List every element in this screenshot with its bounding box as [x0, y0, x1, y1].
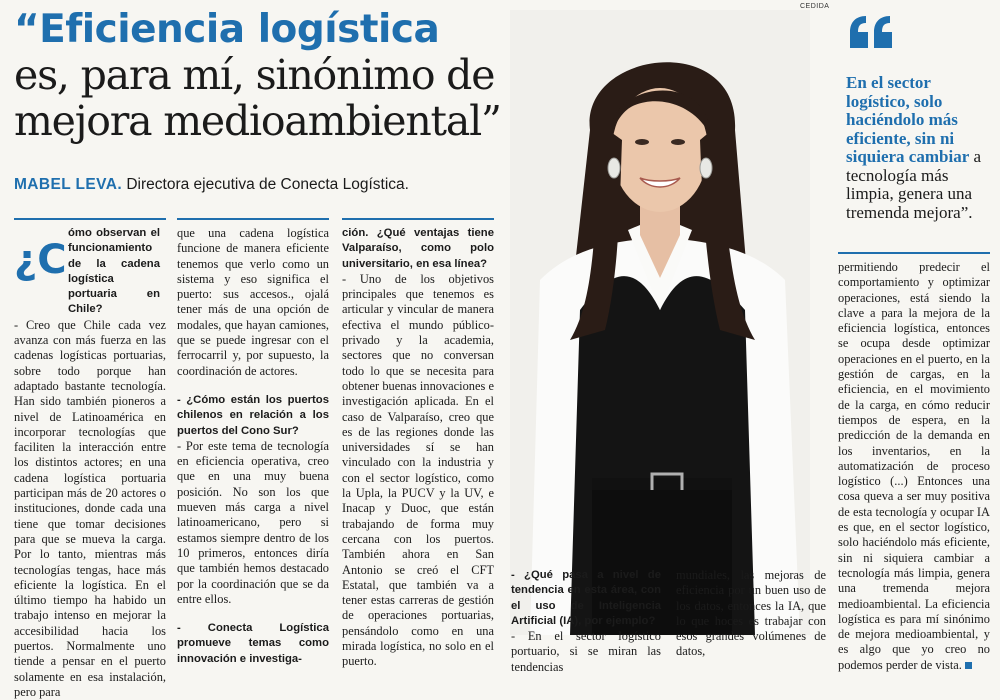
pull-quote-regular: a tecnología más limpia, genera una tremenda mejora”. — [846, 147, 982, 222]
headline-line-2: es, para mí, sinónimo de — [14, 51, 495, 99]
photo-credit: CEDIDA — [800, 3, 830, 10]
answer-4-end: permitiendo predecir el comportamiento y optimizar operaciones, está siendo la clave a para la mejora de la eficiencia logística, entonces se ocupa desde optimizar operaciones en el puerto, en la gestión de cargas, en la eficiencia, en el movimiento de la carga, en cómo reducir tiempos de espera, en la predicción de la demanda en los inventarios, en la automatización de proceso logístico (...) Entonces una cosa queva a ser muy positiva de esta tecnología y ocupar IA es que, en el sector logístico, solo haciéndolo más eficiente, sin ni siquiera cambiar a tecnología más limpia, genera una tremenda mejora medioambiental. La eficiencia logística es para mí sinónimo de mejora medioambiental, y es algo que yo creo no podemos perder de vista. — [838, 260, 990, 672]
answer-3: - Uno de los objetivos principales que tenemos es articular y vincular de manera efectiva el mundo público-privado y la academia, sectores que no conversan todo lo que se necesita para obtener buenas innovaciones e investigación aplicada. En el caso de Valparaíso, creo que es de las regiones donde las universidades sí se han vinculado con la industria y con el sector logístico, como la Upla, la PUCV y la UV, e Inacap y Duoc, que están trabajando de forma muy cercana con los puertos. También ahora en San Antonio se creó el CFT Estatal, que también va a tener estas carreras de gestión de operaciones portuarias, pensándolo como en una mirada logística, no solo en el puerto. — [342, 271, 494, 669]
answer-1-cont: que una cadena logística funcione de manera eficiente tenemos que verlo como un sistema y eso significa el puerto: sus accesos., ojalá tener más de una opción de modales, que hayan camiones, que se puede ingresar con el ferrocarril y, por supuesto, la coordinación de actores. — [177, 226, 329, 378]
quote-mark-icon — [848, 14, 896, 54]
answer-4-cont: mundiales, las mejoras de eficiencia por un buen uso de los datos, entonces la IA, que lo que hoces es trabajar con esos grandes volúmenes de datos, — [676, 568, 826, 659]
column-4 — [511, 568, 661, 674]
pull-quote-bold: En el sector logístico, solo haciéndolo más eficiente, sin ni siquiera cambiar — [846, 73, 970, 166]
portrait-illustration — [510, 10, 810, 635]
byline-name: MABEL LEVA. — [14, 176, 123, 193]
question-4: - ¿Qué pasa a nivel de tendencia en esta área, con el uso de Inteligencia Artificial (IA), por ejemplo? — [511, 569, 661, 627]
column-rule — [14, 218, 166, 220]
column-6 — [838, 260, 990, 672]
column-rule — [177, 218, 329, 220]
portrait-photo — [510, 10, 810, 635]
column-rule — [342, 218, 494, 220]
byline-role: Directora ejecutiva de Conecta Logística. — [126, 176, 409, 193]
column-rule — [838, 252, 990, 254]
question-1: ómo observan el funcionamiento de la cadena logística portuaria en Chile? — [68, 227, 160, 316]
end-mark-icon — [965, 662, 972, 669]
question-3: - Conecta Logística promueve temas como innovación e investiga- — [177, 622, 329, 665]
headline-line-3: mejora medioambiental” — [14, 97, 501, 145]
headline — [14, 8, 534, 144]
question-2: - ¿Cómo están los puertos chilenos en relación a los puertos del Cono Sur? — [177, 393, 329, 437]
pull-quote — [846, 74, 996, 222]
question-3-cont: ción. ¿Qué ventajas tiene Valparaíso, como polo universitario, en esa línea? — [342, 227, 494, 270]
column-3 — [342, 226, 494, 669]
byline — [14, 176, 409, 194]
drop-cap: ¿C — [14, 237, 67, 283]
column-5 — [676, 568, 826, 659]
headline-line-1: “Eficiencia logística — [14, 7, 440, 52]
column-2 — [177, 226, 329, 665]
answer-2: - Por este tema de tecnología en eficiencia operativa, creo que en una muy buena posición. No son los que mueven más carga a nivel latinoamericano, pero si estamos siempre dentro de los 10 primeros, entonces diría que también hemos destacado por la coordinación que se da entre ellos. — [177, 438, 329, 606]
answer-1: - Creo que Chile cada vez avanza con más fuerza en las cadenas logísticas portuarias, sobre todo porque han adaptado bastante tecnología. Han sido también pioneros a nivel de Latinoamérica en incorporar tecnologías que faciliten la interacción entre los distintos actores; en una cadena logística portuaria participan más de 20 actores o instituciones, donde cada una tiene que tomar decisiones para que se mueva la carga. Por lo tanto, mientras más tecnologías tengas, hace más eficiente la logística. En el último tiempo ha habido un trabajo intenso en mejorar la accesibilidad hacia los puertos. Normalmente uno tiende a pensar en el puerto solamente en esa instalación, pero para — [14, 317, 166, 699]
column-1 — [14, 226, 166, 699]
answer-4: - En el sector logístico portuario, si se miran las tendencias — [511, 629, 661, 674]
